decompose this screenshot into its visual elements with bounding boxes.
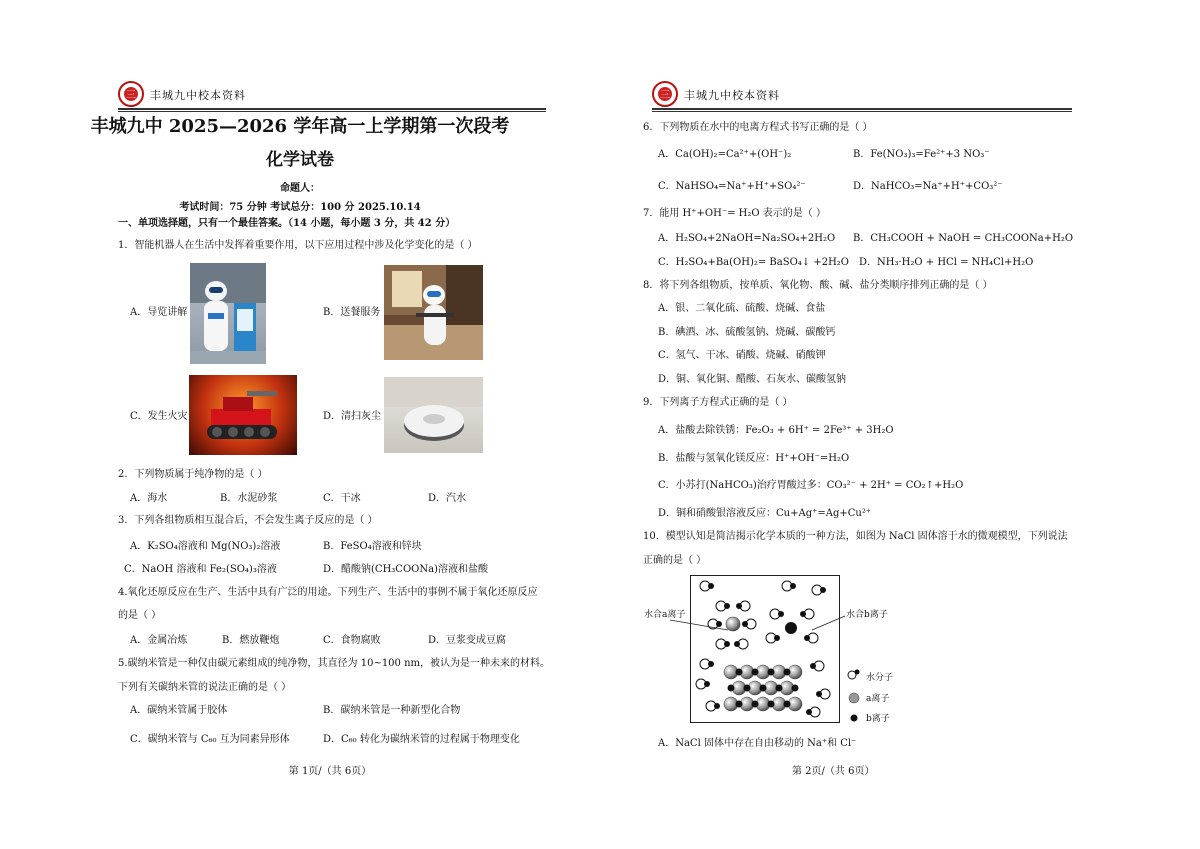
legend-b-ion: b离子 (866, 714, 890, 724)
diagram-legend-icons (846, 668, 864, 728)
q10-option-a: A．NaCl 固体中存在自由移动的 Na⁺和 Cl⁻ (658, 738, 857, 749)
q4-option-a: A．金属冶炼 (130, 635, 188, 646)
question-5-stem-cont: 下列有关碳纳米管的说法正确的是（ ） (118, 682, 292, 693)
q7-option-d: D．NH₃·H₂O + HCl = NH₄Cl+H₂O (859, 257, 1034, 268)
q8-option-b: B．碘酒、冰、硫酸氢钠、烧碱、碳酸钙 (658, 327, 836, 338)
q7-option-b: B．CH₃COOH + NaOH = CH₃COONa+H₂O (853, 233, 1074, 244)
page-header (118, 78, 546, 112)
school-logo-icon (118, 81, 144, 107)
fire-robot-image (189, 375, 297, 455)
q8-option-c: C．氢气、干冰、硝酸、烧碱、硝酸钾 (658, 350, 826, 361)
legend-a-ion: a离子 (866, 694, 890, 704)
question-7-stem: 7．能用 H⁺+OH⁻= H₂O 表示的是（ ） (643, 208, 826, 219)
guide-robot-image (190, 263, 266, 364)
q5-option-a: A．碳纳米管属于胶体 (130, 705, 228, 716)
q5-option-b: B．碳纳米管是一种新型化合物 (323, 705, 461, 716)
legend-water: 水分子 (866, 673, 894, 683)
author-line: 命题人： (280, 183, 320, 194)
q3-option-c: C．NaOH 溶液和 Fe₂(SO₄)₃溶液 (124, 564, 277, 575)
section-heading: 一、单项选择题，只有一个最佳答案。（14 小题，每小题 3 分，共 42 分） (118, 218, 456, 229)
q1-option-d: D．清扫灰尘 (323, 411, 382, 422)
q6-option-d: D．NaHCO₃=Na⁺+H⁺+CO₃²⁻ (853, 181, 1003, 192)
header-rule-thin (118, 111, 546, 112)
question-8-stem: 8．将下列各组物质，按单质、氧化物、酸、碱、盐分类顺序排列正确的是（ ） (643, 280, 993, 291)
question-9-stem: 9．下列离子方程式正确的是（ ） (643, 397, 793, 408)
question-4-stem: 4.氧化还原反应在生产、生活中具有广泛的用途。下列生产、生活中的事例不属于氧化还原反应 (118, 587, 538, 598)
q3-option-a: A．K₂SO₄溶液和 Mg(NO₃)₂溶液 (130, 541, 281, 552)
header-rule (118, 108, 546, 110)
q7-option-a: A．H₂SO₄+2NaOH=Na₂SO₄+2H₂O (658, 233, 836, 244)
q1-option-a: A．导览讲解 (130, 307, 188, 318)
header-rule-thin (652, 111, 1072, 112)
question-6-stem: 6．下列物质在水中的电离方程式书写正确的是（ ） (643, 122, 873, 133)
school-logo-icon (652, 81, 678, 107)
q2-option-c: C．干冰 (323, 493, 361, 504)
q6-option-c: C．NaHSO₄=Na⁺+H⁺+SO₄²⁻ (658, 181, 806, 192)
page-footer: 第 2页/（共 6页） (792, 766, 875, 777)
question-2-stem: 2．下列物质属于纯净物的是（ ） (118, 469, 268, 480)
q5-option-c: C．碳纳米管与 C₆₀ 互为同素异形体 (130, 734, 290, 745)
q6-option-b: B．Fe(NO₃)₃=Fe²⁺+3 NO₃⁻ (853, 149, 990, 160)
school-label: 丰城九中校本资料 (684, 89, 780, 102)
exam-title: 丰城九中 2025—2026 学年高一上学期第一次段考 (90, 116, 510, 137)
question-3-stem: 3．下列各组物质相互混合后，不会发生离子反应的是（ ） (118, 515, 378, 526)
q6-option-a: A．Ca(OH)₂=Ca²⁺+(OH⁻)₂ (658, 149, 792, 160)
question-4-stem-cont: 的是（ ） (118, 610, 162, 621)
q4-option-d: D．豆浆变成豆腐 (428, 635, 507, 646)
header-rule (652, 108, 1072, 110)
diagram-pointer-lines (670, 600, 870, 640)
q4-option-b: B．燃放鞭炮 (222, 635, 280, 646)
q1-option-c: C．发生火灾 (130, 411, 188, 422)
school-label: 丰城九中校本资料 (150, 89, 246, 102)
exam-info: 考试时间：75 分钟 考试总分：100 分 2025.10.14 (179, 202, 421, 213)
q9-option-c: C．小苏打(NaHCO₃)治疗胃酸过多：CO₃²⁻ + 2H⁺ = CO₂↑+H₂O (658, 480, 964, 491)
question-1-stem: 1．智能机器人在生活中发挥着重要作用，以下应用过程中涉及化学变化的是（ ） (118, 240, 478, 251)
q7-option-c: C．H₂SO₄+Ba(OH)₂= BaSO₄↓ +2H₂O (658, 257, 850, 268)
page-footer: 第 1页/（共 6页） (288, 766, 372, 777)
q2-option-b: B．水泥砂浆 (220, 493, 278, 504)
q9-option-d: D．铜和硝酸银溶液反应：Cu+Ag⁺=Ag+Cu²⁺ (658, 508, 872, 519)
q8-option-d: D．铜、氧化铜、醋酸、石灰水、碳酸氢钠 (658, 374, 847, 385)
nacl-dissolution-diagram (690, 575, 840, 723)
q9-option-b: B．盐酸与氢氧化镁反应：H⁺+OH⁻=H₂O (658, 453, 850, 464)
q1-option-b: B．送餐服务 (323, 307, 381, 318)
delivery-robot-image (384, 265, 483, 360)
question-5-stem: 5.碳纳米管是一种仅由碳元素组成的纯净物，其直径为 10~100 nm，被认为是一种未来的材料。 (118, 658, 551, 669)
q2-option-a: A．海水 (130, 493, 168, 504)
q3-option-d: D．醋酸钠(CH₃COONa)溶液和盐酸 (323, 564, 488, 575)
q4-option-c: C．食物腐败 (323, 635, 381, 646)
q9-option-a: A．盐酸去除铁锈：Fe₂O₃ + 6H⁺ = 2Fe³⁺ + 3H₂O (658, 425, 894, 436)
question-10-stem-cont: 正确的是（ ） (643, 555, 707, 566)
exam-page-2 (600, 0, 1200, 849)
page-header (652, 78, 1072, 112)
question-10-stem: 10．模型认知是简洁揭示化学本质的一种方法，如图为 NaCl 固体溶于水的微观模型，下列说法 (643, 531, 1068, 542)
q8-option-a: A．银、二氧化硫、硫酸、烧碱、食盐 (658, 303, 826, 314)
q5-option-d: D．C₆₀ 转化为碳纳米管的过程属于物理变化 (323, 734, 520, 745)
label-hydrated-b: 水合b离子 (846, 610, 888, 620)
label-hydrated-a: 水合a离子 (644, 610, 686, 620)
exam-subtitle: 化学试卷 (266, 150, 334, 170)
q3-option-b: B．FeSO₄溶液和锌块 (323, 541, 422, 552)
vacuum-robot-image (384, 377, 483, 453)
q2-option-d: D．汽水 (428, 493, 467, 504)
